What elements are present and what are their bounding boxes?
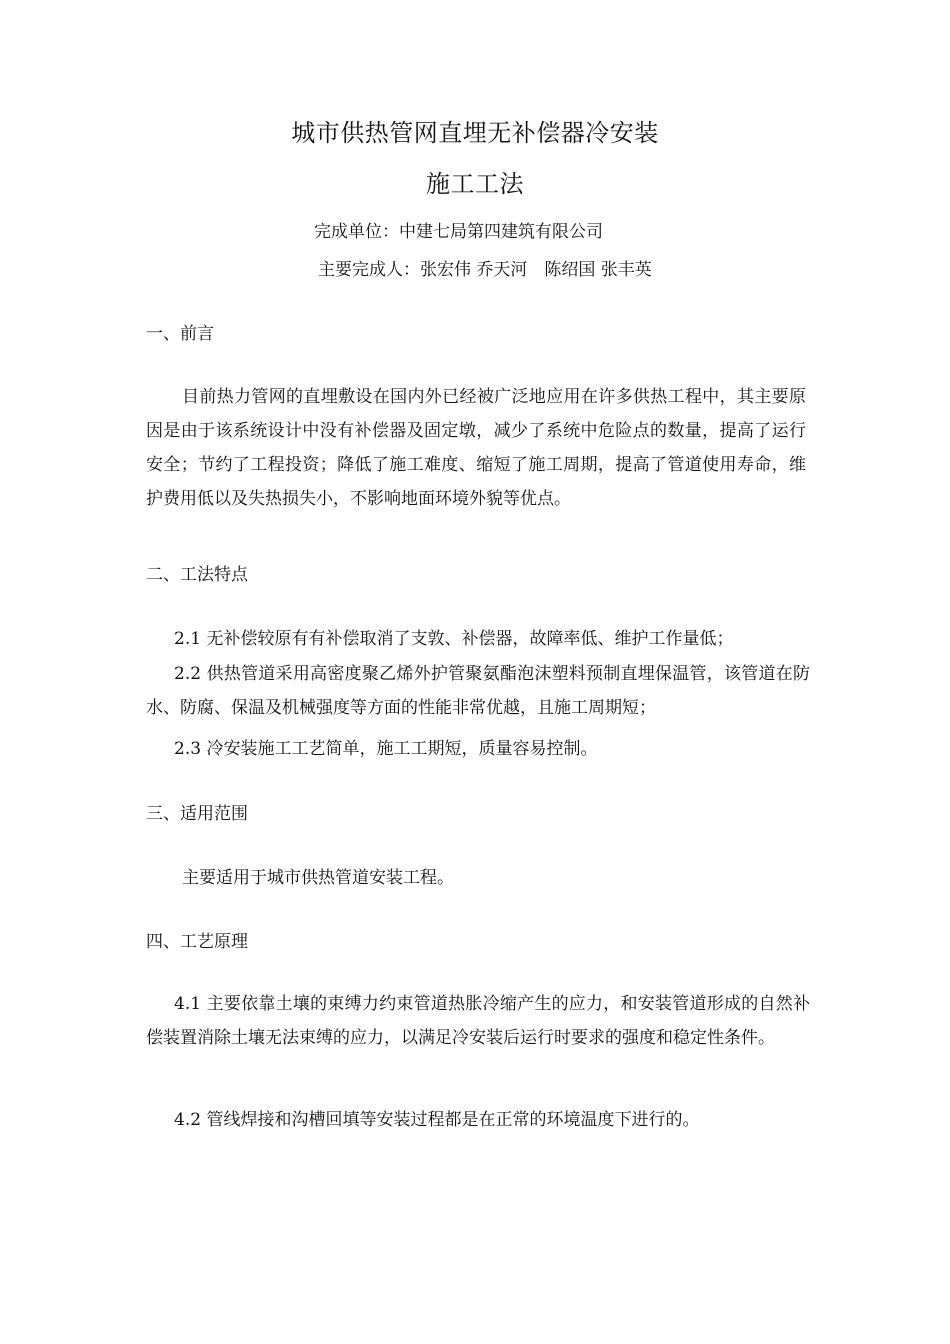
scope-paragraph: 主要适用于城市供热管道安装工程。 <box>182 868 454 888</box>
feature-item-2-1: 2.1 无补偿较原有有补偿取消了支敦、补偿器，故障率低、维护工作量低； <box>174 629 734 649</box>
principle-item-4-1: 4.1 主要依靠土壤的束缚力约束管道热胀冷缩产生的应力，和安装管道形成的自然补偿装置消除土壤无法束缚的应力，以满足冷安装后运行时要求的强度和稳定性条件。 <box>146 994 810 1048</box>
principle-item-4-2: 4.2 管线焊接和沟槽回填等安装过程都是在正常的环境温度下进行的。 <box>174 1110 700 1130</box>
section-heading-features: 二、工法特点 <box>146 565 248 585</box>
section-heading-scope: 三、适用范围 <box>146 804 248 824</box>
section-heading-preface: 一、前言 <box>146 324 214 344</box>
document-title-line1: 城市供热管网直埋无补偿器冷安装 <box>291 119 659 147</box>
preface-paragraph: 目前热力管网的直埋敷设在国内外已经被广泛地应用在许多供热工程中，其主要原因是由于该系统设计中没有补偿器及固定墩，减少了系统中危险点的数量，提高了运行安全；节约了工程投资；降低了施工难度、缩短了施工周期，提高了管道使用寿命，维护费用低以及失热损失小，不影响地面环境外貌等优点。 <box>146 387 806 509</box>
completion-unit: 完成单位：中建七局第四建筑有限公司 <box>314 222 603 242</box>
section-heading-principle: 四、工艺原理 <box>146 932 248 952</box>
document-title-line2: 施工工法 <box>426 170 524 198</box>
feature-item-2-3: 2.3 冷安装施工工艺简单，施工工期短，质量容易控制。 <box>174 739 598 759</box>
main-authors: 主要完成人：张宏伟 乔天河 陈绍国 张丰英 <box>318 260 652 280</box>
feature-item-2-2: 2.2 供热管道采用高密度聚乙烯外护管聚氨酯泡沫塑料预制直埋保温管，该管道在防水、防腐、保温及机械强度等方面的性能非常优越，且施工周期短； <box>146 664 810 718</box>
